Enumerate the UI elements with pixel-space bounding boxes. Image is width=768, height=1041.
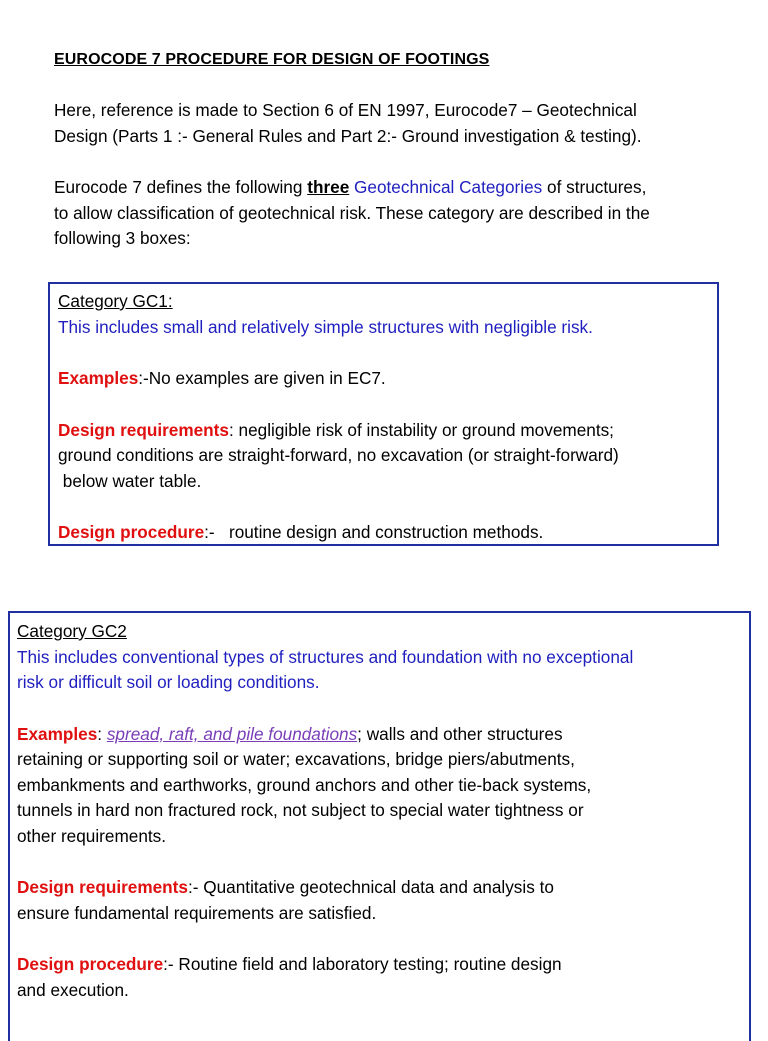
gc1-examples <box>58 366 717 392</box>
gc2-examples-label: Examples <box>17 723 98 744</box>
categories-suffix: of structures, <box>542 177 647 197</box>
foundations-link[interactable]: spread, raft, and pile foundations <box>106 723 358 744</box>
gc1-heading: Category GC1: <box>58 291 173 311</box>
gc1-description: This includes small and relatively simple structures with negligible risk. <box>58 316 593 337</box>
three-emphasis: three <box>307 177 350 197</box>
intro-line: Here, reference is made to Section 6 of EN 1997, Eurocode7 – Geotechnical <box>54 100 637 120</box>
gc1-procedure-text: :- routine design and construction methods. <box>204 522 544 542</box>
gc1-procedure-label: Design procedure <box>58 522 205 542</box>
gc2-requirements-text: :- Quantitative geotechnical data and analysis to <box>187 877 554 897</box>
gc2-examples-colon: : <box>97 723 107 744</box>
gc1-requirements-label: Design requirements <box>58 419 229 440</box>
category-gc1-box <box>48 282 719 546</box>
geotechnical-categories-link[interactable]: Geotechnical Categories <box>354 177 543 197</box>
gc1-requirements-line: below water table. <box>58 470 202 491</box>
categories-line: to allow classification of geotechnical risk. These category are described in the <box>54 202 650 223</box>
gc2-procedure-line: and execution. <box>17 979 129 1000</box>
page-title: EUROCODE 7 PROCEDURE FOR DESIGN OF FOOTINGS <box>54 51 490 68</box>
gc2-requirements <box>17 875 749 901</box>
gc1-requirements-text: : negligible risk of instability or ground movements; <box>228 419 614 440</box>
gc2-examples <box>17 722 749 748</box>
gc1-requirements <box>58 418 717 444</box>
category-gc2-box <box>8 611 751 1041</box>
gc2-examples-text: ; walls and other structures <box>357 723 563 744</box>
gc2-procedure <box>17 952 749 978</box>
gc2-requirements-line: ensure fundamental requirements are satisfied. <box>17 902 377 923</box>
gc2-requirements-label: Design requirements <box>17 877 188 897</box>
gc2-heading: Category GC2 <box>17 621 127 641</box>
gc1-requirements-line: ground conditions are straight-forward, no excavation (or straight-forward) <box>58 445 619 465</box>
categories-line: following 3 boxes: <box>54 228 191 248</box>
gc2-examples-line: tunnels in hard non fractured rock, not subject to special water tightness or <box>17 800 584 820</box>
gc2-examples-line: other requirements. <box>17 825 167 846</box>
categories-paragraph <box>54 175 754 252</box>
gc2-description-line: This includes conventional types of structures and foundation with no exceptional <box>17 646 634 667</box>
gc1-examples-text: :-No examples are given in EC7. <box>138 368 386 388</box>
intro-paragraph <box>54 98 754 149</box>
categories-prefix: Eurocode 7 defines the following <box>54 177 308 197</box>
gc2-procedure-label: Design procedure <box>17 954 164 974</box>
gc2-examples-line: embankments and earthworks, ground anchors and other tie-back systems, <box>17 774 592 795</box>
gc1-procedure <box>58 520 717 546</box>
intro-line: Design (Parts 1 :- General Rules and Part 2:- Ground investigation & testing). <box>54 125 642 146</box>
gc1-examples-label: Examples <box>58 368 139 388</box>
categories-line <box>54 175 754 201</box>
gc2-description-line: risk or difficult soil or loading conditions. <box>17 672 320 692</box>
gc2-examples-line: retaining or supporting soil or water; excavations, bridge piers/abutments, <box>17 749 575 769</box>
gc2-procedure-text: :- Routine field and laboratory testing; routine design <box>163 954 562 974</box>
